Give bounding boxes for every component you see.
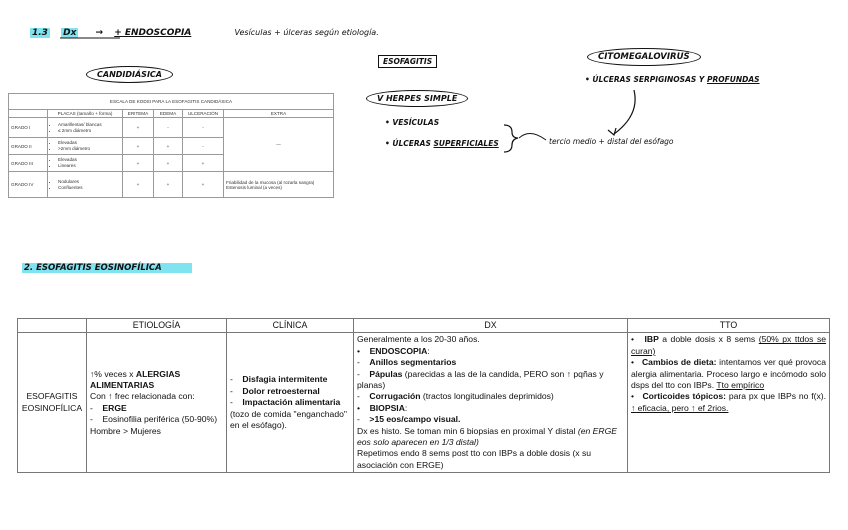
kodsi-header-ulceracion: ULCERACIÓN [183, 110, 224, 118]
dx-line-2: - Anillos segmentarios [357, 357, 457, 368]
heading-1-rest: Vesículas + úlceras según etiología. [234, 28, 379, 37]
kodsi-ulceracion: - [183, 118, 224, 138]
tto-line-1: • IBP a doble dosis x 8 sems (50% px ttdos se curan) [631, 334, 827, 356]
tto-dieta: Cambios de dieta: [641, 357, 717, 368]
list-item: • >2mm diámetro [58, 146, 120, 152]
tto-line-2: • Cambios de dieta: intentamos ver qué provoca alergia alimentaria. Proceso largo e incómodo solo dsps del tto con IBPs. Tto empírico [631, 357, 826, 391]
kodsi-header-edema: EDEMA [154, 110, 183, 118]
etiologia-cell [87, 333, 227, 473]
dx-histo: Dx es histo. Se toman min 6 biopsias en proximal Y distal [357, 425, 576, 436]
kodsi-header-placas: PLACAS (tamaño + forma) [48, 110, 123, 118]
main-header-etiologia: ETIOLOGÍA [87, 319, 227, 333]
row-label: ESOFAGITIS EOSINOFÍLICA [18, 333, 87, 473]
table-row [9, 172, 334, 198]
table-row [9, 118, 334, 138]
heading-1-endoscopia: + ENDOSCOPIA [114, 28, 192, 38]
kodsi-grade: GRADO I [9, 118, 48, 138]
kodsi-eritema: + [123, 118, 154, 138]
tto-ibp-curan: (50% px ttdos se curan) [631, 334, 827, 356]
kodsi-table [8, 93, 334, 198]
etiologia-alergias: ALERGIAS ALIMENTARIAS [90, 368, 181, 391]
esofagitis-box: ESOFAGITIS [378, 55, 437, 68]
cmv-ulceras-item [585, 75, 760, 84]
ulceras-label: • ÚLCERAS [385, 139, 431, 148]
kodsi-extra-iv [224, 172, 334, 198]
kodsi-ulceracion: - [183, 138, 224, 155]
list-item: • Amarillentas/ blancas [58, 122, 120, 128]
dx-endoscopia-colon: : [427, 345, 430, 356]
table-row [18, 333, 830, 473]
clinica-line-1: - Disfagia intermitente [230, 374, 328, 385]
dx-biopsia: BIOPSIA [369, 402, 405, 413]
vherpes-label: V HERPES SIMPLE [366, 90, 468, 107]
kodsi-title: ESCALA DE KODSI PARA LA ESOFAGITIS CANDIDÁSICA [9, 94, 334, 110]
dx-corrugacion-desc: (tractos longitudinales deprimidos) [422, 391, 554, 402]
candidiasica-label: CANDIDIÁSICA [86, 66, 173, 83]
dx-biopsia-colon: : [404, 402, 408, 413]
etiologia-line-2: Con ↑ frec relacionada con: [90, 391, 195, 402]
kodsi-header-empty [9, 110, 48, 118]
tto-corticoides: Corticoides tópicos: [642, 391, 726, 402]
etiologia-pct: ↑% veces x [90, 368, 134, 379]
tercio-note: tercio medio + distal del esófago [549, 137, 674, 146]
etiologia-line-3: - ERGE [90, 402, 127, 413]
kodsi-ulceracion: + [183, 155, 224, 172]
superficiales-label: SUPERFICIALES [433, 139, 499, 148]
clinica-dolor: Dolor retroesternal [242, 385, 320, 396]
dx-papulas-desc: (parecidas a las de la candida, PERO son ↑ pqñas y planas) [357, 368, 604, 391]
heading-2 [22, 263, 192, 273]
dx-line-8: Repetimos endo 8 sems post tto con IBPs a doble dosis (x su asociación con ERGE) [357, 448, 592, 470]
heading-1-number: 1.3 [32, 28, 48, 38]
dx-eos: >15 eos/campo visual. [369, 414, 461, 425]
list-item: • Elevadas [58, 157, 120, 163]
cmv-ulceras-label: • ÚLCERAS SERPIGINOSAS Y [585, 75, 705, 84]
etiologia-line-5: Hombre > Mujeres [90, 425, 161, 436]
kodsi-placas [48, 138, 123, 155]
dx-line-4: - Corrugación (tractos longitudinales deprimidos) [357, 391, 554, 402]
cmv-label: CITOMEGALOVIRUS [587, 48, 701, 66]
main-header-empty [18, 319, 87, 333]
heading-1 [30, 28, 379, 38]
kodsi-eritema: + [123, 138, 154, 155]
ulceras-superficiales-item [385, 139, 499, 148]
cmv-profundas-label: PROFUNDAS [706, 75, 760, 84]
list-item: • Nodulares [58, 179, 120, 185]
kodsi-grade: GRADO IV [9, 172, 48, 198]
kodsi-edema: + [154, 138, 183, 155]
list-item: • Elevadas [58, 140, 120, 146]
kodsi-header-extra: EXTRA [224, 110, 334, 118]
tto-ibp: IBP [644, 334, 659, 345]
heading-1-dx: Dx [63, 28, 77, 38]
kodsi-edema: + [154, 155, 183, 172]
tto-cell [628, 333, 830, 473]
eoe-table [17, 318, 830, 473]
etiologia-line-1 [90, 369, 223, 392]
kodsi-placas [48, 118, 123, 138]
tto-ibp-dosis: a doble dosis x 8 sems [662, 334, 756, 345]
clinica-cell [227, 333, 354, 473]
etiologia-eosinofilia: Eosinofilia periférica (50-90%) [102, 414, 218, 425]
tto-empirico: Tto empírico [716, 380, 765, 391]
dx-line-3: - Pápulas (parecidas a las de la candida, PERO son ↑ pqñas y planas) [357, 368, 604, 391]
dx-cell [354, 333, 628, 473]
heading-2-label: 2. ESOFAGITIS EOSINOFÍLICA [22, 263, 192, 273]
arrow-right-icon: → [95, 28, 104, 38]
dx-corrugacion: Corrugación [369, 391, 421, 402]
list-item: • Confluentes [58, 185, 120, 191]
clinica-disfagia: Disfagia intermitente [242, 374, 328, 385]
tto-corticoides-desc: para px que IBPs no f(x). [728, 391, 827, 402]
kodsi-eritema: + [123, 172, 154, 198]
dx-line-7 [357, 426, 624, 449]
dx-line-0: Generalmente a los 20-30 años. [357, 334, 480, 345]
dx-papulas: Pápulas [369, 368, 403, 379]
kodsi-eritema: + [123, 155, 154, 172]
etiologia-erge: ERGE [102, 402, 127, 413]
kodsi-extra-iv-1: Friabilidad de la mucosa (al rozarla sangra) [226, 179, 315, 185]
kodsi-grade: GRADO II [9, 138, 48, 155]
dx-line-5: • BIOPSIA: [357, 402, 408, 413]
dx-line-6: - >15 eos/campo visual. [357, 414, 461, 425]
clinica-line-2: - Dolor retroesternal [230, 385, 320, 396]
list-item: • ≤ 2mm diámetro [58, 128, 120, 134]
tto-line-3: • Corticoides tópicos: para px que IBPs no f(x). ↑ eficacia, pero ↑ ef 2rios. [631, 391, 827, 413]
kodsi-ulceracion: + [183, 172, 224, 198]
main-header-clinica: CLÍNICA [227, 319, 354, 333]
list-item: • Lineares [58, 163, 120, 169]
kodsi-extra-dash: — [224, 118, 334, 172]
tto-corticoides-eficacia: ↑ eficacia, pero ↑ ef 2rios. [631, 402, 729, 413]
main-header-dx: DX [354, 319, 628, 333]
clinica-impactacion-desc: (tozo de comida "enganchado" en el esófago). [230, 408, 347, 430]
etiologia-line-4: - Eosinofilia periférica (50-90%) [90, 414, 218, 425]
kodsi-placas [48, 172, 123, 198]
kodsi-header-eritema: ERITEMA [123, 110, 154, 118]
clinica-impactacion: Impactación alimentaria [242, 397, 341, 408]
kodsi-edema: + [154, 172, 183, 198]
kodsi-placas [48, 155, 123, 172]
dx-line-1: • ENDOSCOPIA: [357, 345, 430, 356]
main-header-tto: TTO [628, 319, 830, 333]
kodsi-extra-iv-2: Estenosis luminal (a veces) [226, 184, 282, 190]
dx-anillos: Anillos segmentarios [369, 357, 457, 368]
vesiculas-item: • VESÍCULAS [385, 118, 440, 127]
kodsi-grade: GRADO III [9, 155, 48, 172]
dx-histo-note: (en ERGE eos solo aparecen en 1/3 distal) [357, 425, 618, 448]
tto-dieta-desc: intentamos ver qué provoca alergia alimentaria. Proceso largo e incómodo solo dsps del tto con IBPs. [631, 357, 826, 391]
dx-endoscopia: ENDOSCOPIA [369, 345, 428, 356]
clinica-line-3: - Impactación alimentaria (tozo de comida "enganchado" en el esófago). [230, 397, 347, 430]
kodsi-edema: - [154, 118, 183, 138]
